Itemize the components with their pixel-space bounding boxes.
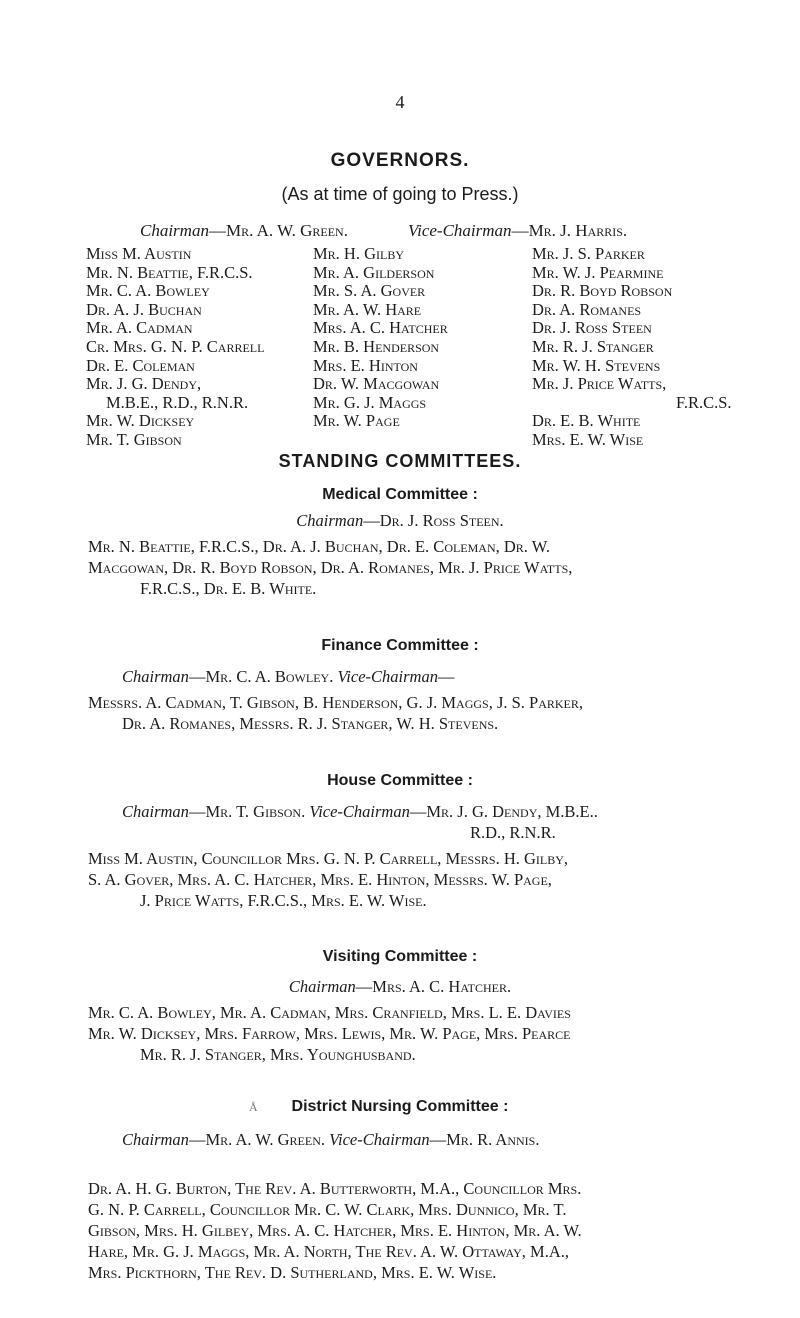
governor-name: Miss M. Austin	[86, 244, 192, 263]
governor-name: Mrs. E. W. Wise	[532, 429, 644, 449]
vice-chairman-label: Vice-Chairman	[337, 667, 438, 686]
house-chairman	[122, 802, 598, 822]
visiting-committee-heading: Visiting Committee :	[322, 948, 478, 965]
medical-members-line: Mr. N. Beattie, F.R.C.S., Dr. A. J. Buchan, Dr. E. Coleman, Dr. W.	[88, 537, 550, 556]
governor-name: Mr. A. Gilderson	[313, 262, 435, 282]
chairman-label: Chairman	[288, 977, 356, 996]
medical-members-line: F.R.C.S., Dr. E. B. White.	[140, 579, 317, 598]
governor-name: Mr. A. W. Hare	[313, 299, 422, 319]
chairman-name: —Mr. A. W. Green.	[188, 1130, 325, 1149]
page-number: 4	[395, 92, 405, 112]
vice-chairman-name: —	[437, 667, 455, 686]
governors-chairs	[140, 221, 628, 241]
governor-name: Mr. W. H. Stevens	[532, 355, 661, 375]
house-committee-heading: House Committee :	[327, 772, 473, 789]
governor-name: Mr. A. Cadman	[86, 318, 193, 338]
vice-chairman-label: Vice-Chairman	[408, 221, 512, 240]
medical-chairman	[0, 511, 800, 531]
governor-name: Mr. J. Price Watts,	[532, 374, 667, 394]
governor-name: Mrs. A. C. Hatcher	[313, 318, 448, 338]
chairman-name: —Mrs. A. C. Hatcher.	[355, 977, 512, 996]
chairman-label: Chairman	[122, 1130, 189, 1149]
finance-members-line: Dr. A. Romanes, Messrs. R. J. Stanger, W. H. Stevens.	[122, 714, 499, 733]
governor-name: Dr. W. Macgowan	[313, 374, 440, 394]
chairman-name: —Dr. J. Ross Steen.	[363, 511, 504, 530]
governors-column-1	[86, 245, 264, 450]
visiting-members-line: Mr. C. A. Bowley, Mr. A. Cadman, Mrs. Cranfield, Mrs. L. E. Davies	[88, 1003, 571, 1022]
governor-name: Dr. R. Boyd Robson	[532, 281, 673, 301]
vice-chairman-label: Vice-Chairman	[329, 1130, 430, 1149]
governor-name: Mrs. E. Hinton	[313, 355, 418, 375]
governor-name: Mr. B. Henderson	[313, 336, 440, 356]
district-members-line: Dr. A. H. G. Burton, The Rev. A. Butterworth, M.A., Councillor Mrs.	[88, 1179, 582, 1198]
governor-name: Mr. J. S. Parker	[532, 244, 645, 263]
governor-name: Mr. H. Gilby	[313, 244, 405, 263]
vice-chairman-name: —Mr. J. Harris.	[511, 221, 628, 240]
margin-mark-icon: Å	[249, 1100, 258, 1114]
governor-name: Dr. A. Romanes	[532, 299, 642, 319]
governor-name: Mr. N. Beattie, F.R.C.S.	[86, 262, 253, 282]
governor-name: Mr. G. J. Maggs	[313, 392, 427, 412]
finance-committee-heading: Finance Committee :	[321, 637, 479, 654]
vice-chairman-name: —Mr. J. G. Dendy, M.B.E..	[409, 802, 598, 821]
governor-name: M.B.E., R.D., R.N.R.	[106, 392, 249, 412]
governor-name: Mr. R. J. Stanger	[532, 336, 654, 356]
governor-name: Dr. A. J. Buchan	[86, 299, 202, 319]
visiting-members-line: Mr. W. Dicksey, Mrs. Farrow, Mrs. Lewis, Mr. W. Page, Mrs. Pearce	[88, 1024, 571, 1043]
district-members-line: Hare, Mr. G. J. Maggs, Mr. A. North, The Rev. A. W. Ottaway, M.A.,	[88, 1242, 569, 1261]
governor-name: Dr. E. B. White	[532, 411, 641, 431]
governor-name: F.R.C.S.	[676, 392, 732, 412]
house-members-line: S. A. Gover, Mrs. A. C. Hatcher, Mrs. E. Hinton, Messrs. W. Page,	[88, 870, 552, 889]
chairman-name: —Mr. A. W. Green.	[208, 221, 348, 240]
governor-name: Mr. W. Dicksey	[86, 411, 195, 431]
governor-name: Cr. Mrs. G. N. P. Carrell	[86, 336, 265, 356]
governor-name: Mr. S. A. Gover	[313, 281, 426, 301]
district-members-line: Gibson, Mrs. H. Gilbey, Mrs. A. C. Hatcher, Mrs. E. Hinton, Mr. A. W.	[88, 1221, 582, 1240]
page-title: GOVERNORS.	[330, 150, 470, 171]
visiting-chairman	[0, 977, 800, 997]
finance-chairman	[122, 667, 454, 687]
standing-committees-heading: STANDING COMMITTEES.	[278, 451, 522, 471]
governors-column-2	[313, 245, 448, 431]
chairman-name: —Mr. T. Gibson.	[188, 802, 306, 821]
governor-name: Mr. J. G. Dendy,	[86, 374, 202, 394]
governor-name: Mr. C. A. Bowley	[86, 281, 210, 301]
governors-column-3	[532, 245, 732, 450]
governor-name: Mr. W. Page	[313, 411, 400, 431]
district-nursing-committee-heading: District Nursing Committee :	[291, 1098, 509, 1115]
chairman-label: Chairman	[122, 802, 189, 821]
chairman-label: Chairman	[140, 221, 209, 240]
page-subtitle: (As at time of going to Press.)	[281, 184, 519, 204]
chairman-label: Chairman	[296, 511, 364, 530]
district-members-line: G. N. P. Carrell, Councillor Mr. C. W. Clark, Mrs. Dunnico, Mr. T.	[88, 1200, 567, 1219]
vice-chairman-name: —Mr. R. Annis.	[429, 1130, 540, 1149]
governor-name: Dr. E. Coleman	[86, 355, 195, 375]
chairman-name: —Mr. C. A. Bowley.	[188, 667, 334, 686]
district-chairman	[122, 1130, 539, 1150]
medical-committee-heading: Medical Committee :	[322, 486, 478, 503]
medical-members-line: Macgowan, Dr. R. Boyd Robson, Dr. A. Romanes, Mr. J. Price Watts,	[88, 558, 573, 577]
district-members-line: Mrs. Pickthorn, The Rev. D. Sutherland, Mrs. E. W. Wise.	[88, 1263, 497, 1282]
finance-members-line: Messrs. A. Cadman, T. Gibson, B. Henderson, G. J. Maggs, J. S. Parker,	[88, 693, 584, 712]
chairman-label: Chairman	[122, 667, 189, 686]
house-vice-chairman-continued: R.D., R.N.R.	[470, 823, 556, 842]
vice-chairman-label: Vice-Chairman	[309, 802, 410, 821]
governor-name: Mr. T. Gibson	[86, 429, 182, 449]
house-members-line: Miss M. Austin, Councillor Mrs. G. N. P. Carrell, Messrs. H. Gilby,	[88, 849, 569, 868]
governor-name: Dr. J. Ross Steen	[532, 318, 652, 338]
house-members-line: J. Price Watts, F.R.C.S., Mrs. E. W. Wise.	[140, 891, 427, 910]
governor-name: Mr. W. J. Pearmine	[532, 262, 664, 282]
visiting-members-line: Mr. R. J. Stanger, Mrs. Younghusband.	[140, 1045, 416, 1064]
